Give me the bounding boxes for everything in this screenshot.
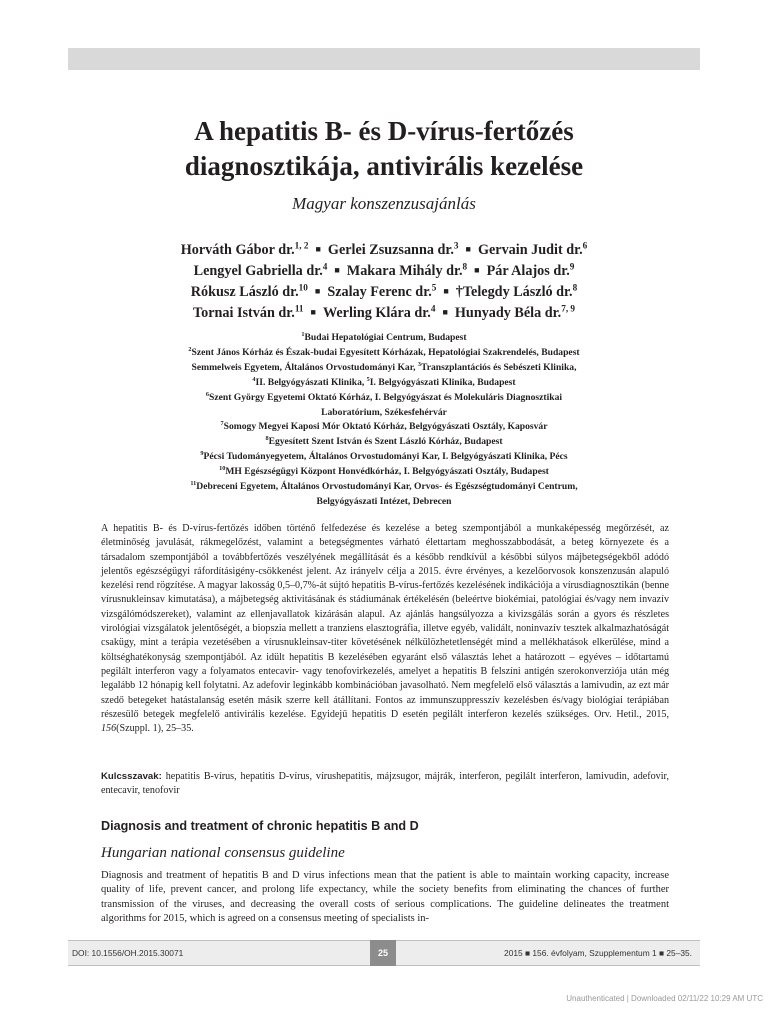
affiliation-number: 9 <box>200 450 204 458</box>
author-separator: ■ <box>442 307 448 317</box>
affiliation-number: 10 <box>219 464 226 472</box>
author-separator: ■ <box>334 265 340 275</box>
author-name: Makara Mihály dr. <box>346 263 463 279</box>
affiliation-line <box>68 331 700 346</box>
affiliation-text: Transzplantációs és Sebészeti Klinika, <box>421 361 577 373</box>
keywords-label: Kulcsszavak: <box>101 771 162 782</box>
author-affiliation-ref: 8 <box>572 282 578 293</box>
author-affiliation-ref: 1, 2 <box>294 240 309 251</box>
page-footer <box>68 940 700 966</box>
affiliation-text: Budai Hepatológiai Centrum, Budapest <box>304 332 467 343</box>
author-row <box>68 282 700 303</box>
affiliation-number: 3 <box>417 360 422 368</box>
author-separator: ■ <box>443 286 449 296</box>
author-name: Lengyel Gabriella dr. <box>193 263 323 279</box>
affiliation-line <box>68 406 700 421</box>
title-line-2: diagnosztikája, antivirális kezelése <box>184 151 584 181</box>
author-name: Horváth Gábor dr. <box>180 242 295 258</box>
abstract-volume: 156 <box>101 723 117 735</box>
title-line-1: A hepatitis B- és D-vírus-fertőzés <box>194 116 574 146</box>
author-affiliation-ref: 5 <box>431 282 437 293</box>
author-separator: ■ <box>465 244 471 254</box>
affiliation-text: Egyesített Szent István és Szent László Kórház, Budapest <box>268 436 503 448</box>
author-name: Gerlei Zsuzsanna dr. <box>327 242 454 258</box>
affiliation-line <box>68 495 700 510</box>
affiliation-number: 8 <box>265 435 269 443</box>
author-list <box>68 240 700 324</box>
download-note: Unauthenticated | Downloaded 02/11/22 10:29 AM UTC <box>566 994 763 1003</box>
author-affiliation-ref: 10 <box>298 282 308 293</box>
author-affiliation-ref: 8 <box>462 261 468 272</box>
affiliation-text: Laboratórium, Székesfehérvár <box>321 406 447 418</box>
affiliation-text: Semmelweis Egyetem, Általános Orvostudományi Kar, <box>191 361 418 373</box>
affiliation-text: Szent János Kórház és Észak-budai Egyesített Kórházak, Hepatológiai Szakrendelés, Budapest <box>191 346 580 358</box>
author-separator: ■ <box>310 307 316 317</box>
affiliation-list <box>68 331 700 510</box>
author-affiliation-ref: 3 <box>453 240 459 251</box>
english-abstract: Diagnosis and treatment of hepatitis B and D virus infections mean that the patient is able to maintain working capacity, increase quality of life, prevent cancer, and prolong life expectancy, while the society benefits from eliminating the chances of further transmission of the viruses, and decreasing the overall costs of serious complications. The guideline delineates the treatment algorithms for 2015, which is agreed on a consensus meeting of specialists in- <box>101 870 669 924</box>
keywords-text: hepatitis B-vírus, hepatitis D-vírus, vírushepatitis, májzsugor, májrák, interferon, pegilált interferon, lamivudin, adefovir, entecavir, tenofovir <box>101 771 669 797</box>
abstract-body: A hepatitis B- és D-vírus-fertőzés időben történő felfedezése és kezelése a beteg szempontjából a munkaképesség megőrzését, az életminőség javulását, rákmegelőzést, valamint a betegségmentes várható élettartam meghosszabbodását, a beteg környezete és a társadalom szempontjából a továbbfertőzés veszélyének megállítását és a később rendkívül a későbbi súlyos májbetegségekből adódó jelentős egészségügyi ráfordításigény-csökkenést jelent. Az irányelv célja a 2015. évre érvényes, a kezelőorvosok konszenzusán alapuló kezelési rend rögzítése. A magyar lakosság 0,5–0,7%-át sújtó hepatitis B-vírus-fertőzés kezelésének indikációja a vírusdiagnosztikán (benne vírusnukleinsav kimutatása), a májbetegség aktivitásának és stádiumának értékelésén (beleértve biokémiai, patológiai és/vagy nem invazív vizsgálómódszereket), valamint az ellenjavallatok kizárásán alapul. Az ajánlás hangsúlyozza a kivizsgálás során a gyors és részletes virológiai vizsgálatok jelentőségét, a biopszia mellett a tranziens elasztográfia, illetve egyéb, validált, noninvazív tesztek alkalmazhatóságát csakügy, mint a terápia vezetésében a vírusnukleinsav-titer követésének nélkülözhetetlenségét mind a mellékhatások elkerülése, mind a költséghatékonyság szempontjából. Az idült hepatitis B kezelésében egyaránt első választás lehet a határozott – egyéves – időtartamú pegilált interferon vagy a folyamatos entecavir- vagy tenofovirkezelés, amelyet a hepatitis B felszíni antigén szerokonverziója után még legalább 12 hónapig kell folytatni. Az adefovir leginkább kombinációban javasolható. Nem megfelelő első választás a lamivudin, az ezt már szedő betegeket hatástalanság esetén másik szerre kell átállítani. Fontos az immunszuppresszív kezelésben és/vagy biológiai terápiában részesülő betegek megfelelő antivirális kezelése. Egyidejű hepatitis D esetén pegilált interferon kezelés szükséges. Orv. Hetil., 2015, <box>101 523 669 720</box>
author-affiliation-ref: 4 <box>430 303 436 314</box>
affiliation-number: 11 <box>190 479 197 487</box>
doi-link[interactable]: DOI: 10.1556/OH.2015.30071 <box>72 948 184 958</box>
affiliation-text: Somogy Megyei Kaposi Mór Oktató Kórház, Belgyógyászati Osztály, Kaposvár <box>223 421 548 433</box>
author-name: Werling Klára dr. <box>322 305 431 321</box>
affiliation-line <box>68 480 700 495</box>
affiliation-text: I. Belgyógyászati Klinika, Budapest <box>369 376 516 388</box>
affiliation-line <box>68 361 700 376</box>
affiliation-number: 2 <box>188 345 192 353</box>
affiliation-text: Belgyógyászati Intézet, Debrecen <box>316 495 452 507</box>
affiliation-number: 1 <box>301 330 305 338</box>
author-name: Gervain Judit dr. <box>477 242 583 258</box>
abstract-citation-tail: (Szuppl. 1), 25–35. <box>116 723 194 735</box>
affiliation-number: 6 <box>205 390 210 398</box>
author-name: Rókusz László dr. <box>190 284 299 300</box>
affiliation-text: II. Belgyógyászati Klinika, <box>255 376 367 388</box>
header-bar <box>68 48 700 70</box>
affiliation-text: Debreceni Egyetem, Általános Orvostudományi Kar, Orvos- és Egészségtudományi Centrum, <box>196 481 578 493</box>
affiliation-line <box>68 420 700 435</box>
hungarian-abstract <box>101 522 669 736</box>
article-title <box>68 114 700 184</box>
author-name: Pár Alajos dr. <box>486 263 570 279</box>
author-name: Tornai István dr. <box>192 305 295 321</box>
author-row <box>68 240 700 261</box>
affiliation-line <box>68 346 700 361</box>
affiliation-text: Pécsi Tudományegyetem, Általános Orvostudományi Kar, I. Belgyógyászati Klinika, Pécs <box>203 451 568 463</box>
author-affiliation-ref: 9 <box>569 261 575 272</box>
affiliation-line <box>68 450 700 465</box>
affiliation-line <box>68 376 700 391</box>
author-affiliation-ref: 4 <box>322 261 328 272</box>
author-name: Hunyady Béla dr. <box>454 305 562 321</box>
author-separator: ■ <box>315 244 321 254</box>
author-name: †Telegdy László dr. <box>455 284 573 300</box>
affiliation-number: 4 <box>252 375 256 383</box>
affiliation-number: 7 <box>220 420 224 428</box>
author-separator: ■ <box>314 286 321 296</box>
author-name: Szalay Ferenc dr. <box>327 284 432 300</box>
affiliation-line <box>68 391 700 406</box>
author-affiliation-ref: 7, 9 <box>561 303 576 314</box>
affiliation-number: 5 <box>366 375 370 383</box>
journal-citation: 2015 ■ 156. évfolyam, Szupplementum 1 ■ 25–35. <box>504 948 692 958</box>
keywords <box>101 770 669 799</box>
english-subtitle: Hungarian national consensus guideline <box>101 845 345 861</box>
affiliation-text: Szent György Egyetemi Oktató Kórház, I. Belgyógyászat és Molekuláris Diagnosztikai <box>209 391 563 403</box>
author-separator: ■ <box>474 265 480 275</box>
affiliation-text: MH Egészségügyi Központ Honvédkórház, I. Belgyógyászati Osztály, Budapest <box>225 466 549 478</box>
author-affiliation-ref: 11 <box>294 303 304 314</box>
english-title: Diagnosis and treatment of chronic hepatitis B and D <box>101 819 419 833</box>
author-row <box>68 261 700 282</box>
affiliation-line <box>68 465 700 480</box>
page-number: 25 <box>370 940 396 966</box>
author-row <box>68 303 700 324</box>
article-subtitle: Magyar konszenzusajánlás <box>292 194 476 213</box>
affiliation-line <box>68 435 700 450</box>
author-affiliation-ref: 6 <box>582 240 588 251</box>
